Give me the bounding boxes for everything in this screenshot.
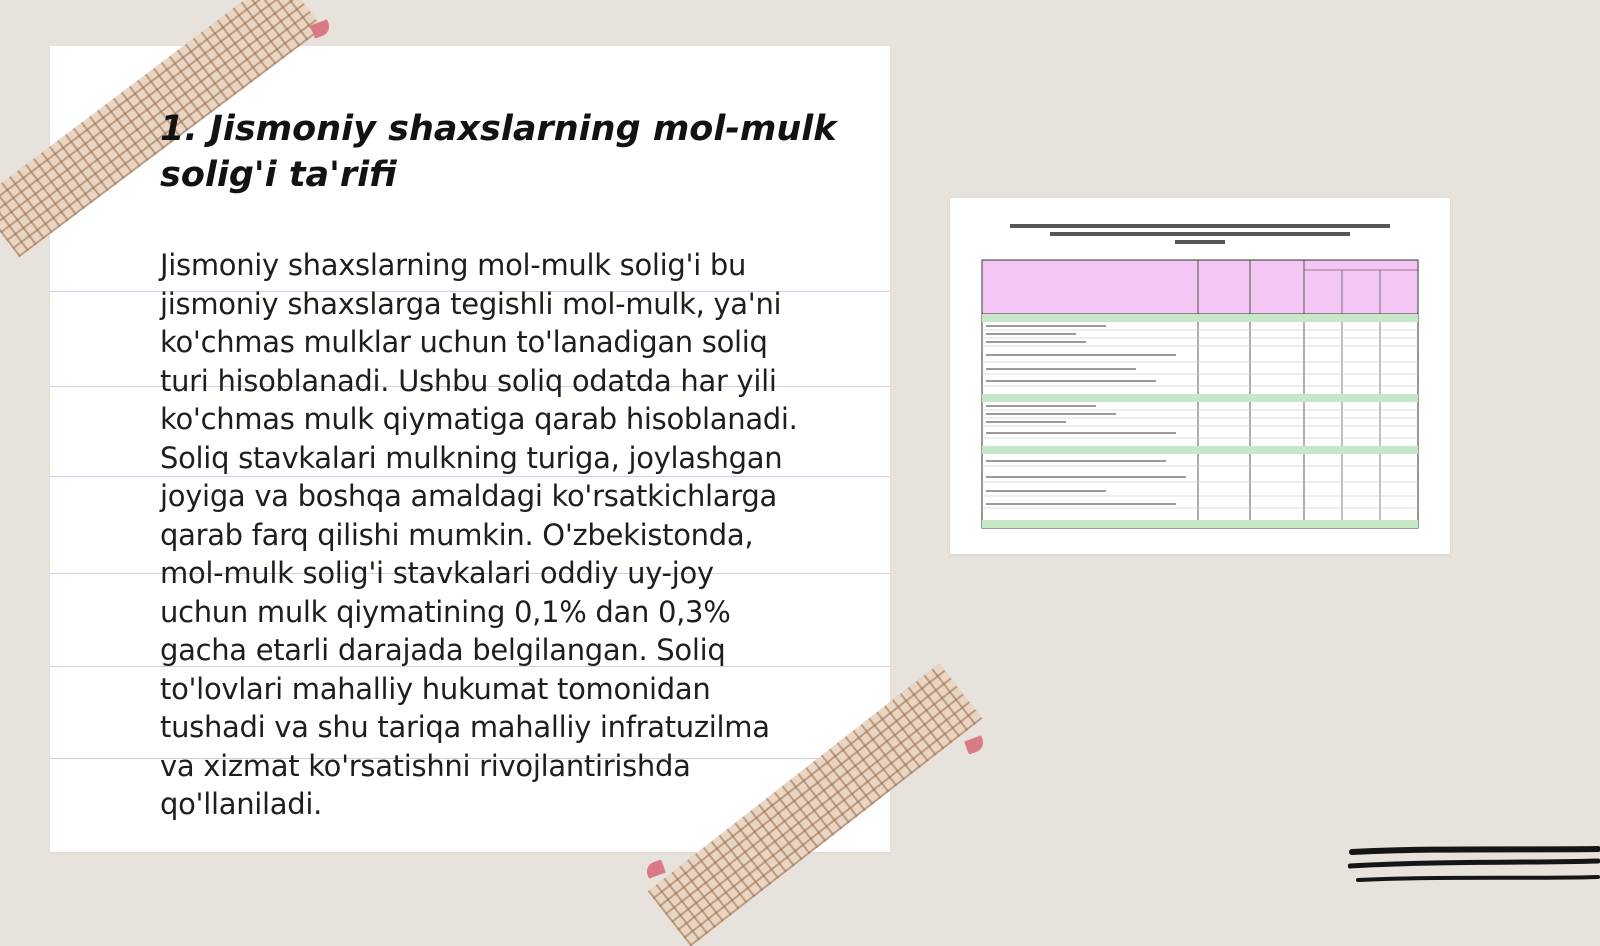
body-line: Soliq stavkalari mulkning turiga, joylashgan bbox=[160, 440, 783, 475]
decorative-scribble bbox=[1348, 846, 1600, 890]
tape-tip bbox=[644, 859, 666, 878]
slide-body bbox=[160, 246, 840, 824]
body-line: ko'chmas mulk qiymatiga qarab hisoblanadi. bbox=[160, 402, 798, 436]
body-line: to'lovlari mahalliy hukumat tomonidan bbox=[160, 671, 711, 706]
body-line: qo'llaniladi. bbox=[160, 787, 323, 821]
body-line: Jismoniy shaxslarning mol-mulk solig'i bu bbox=[160, 248, 747, 282]
body-line: jismoniy shaxslarga tegishli mol-mulk, ya'ni bbox=[160, 286, 782, 321]
tape-tip bbox=[964, 735, 986, 754]
body-line: tushadi va shu tariqa mahalliy infratuzilma bbox=[160, 710, 770, 744]
slide-title: 1. Jismoniy shaxslarning mol-mulk solig'i ta'rifi bbox=[160, 109, 837, 195]
table-image-graphic bbox=[950, 198, 1450, 554]
body-line: uchun mulk qiymatining 0,1% dan 0,3% bbox=[160, 594, 731, 629]
body-line: gacha etarli darajada belgilangan. Soliq bbox=[160, 633, 726, 667]
body-line: turi hisoblanadi. Ushbu soliq odatda har yili bbox=[160, 363, 777, 398]
body-line: joyiga va boshqa amaldagi ko'rsatkichlarga bbox=[160, 479, 777, 513]
body-line: mol-mulk solig'i stavkalari oddiy uy-joy bbox=[160, 556, 714, 590]
document-table-image bbox=[950, 198, 1450, 554]
body-line: qarab farq qilishi mumkin. O'zbekistonda, bbox=[160, 517, 754, 552]
body-line: va xizmat ko'rsatishni rivojlantirishda bbox=[160, 748, 691, 783]
body-line: ko'chmas mulklar uchun to'lanadigan soliq bbox=[160, 325, 768, 359]
